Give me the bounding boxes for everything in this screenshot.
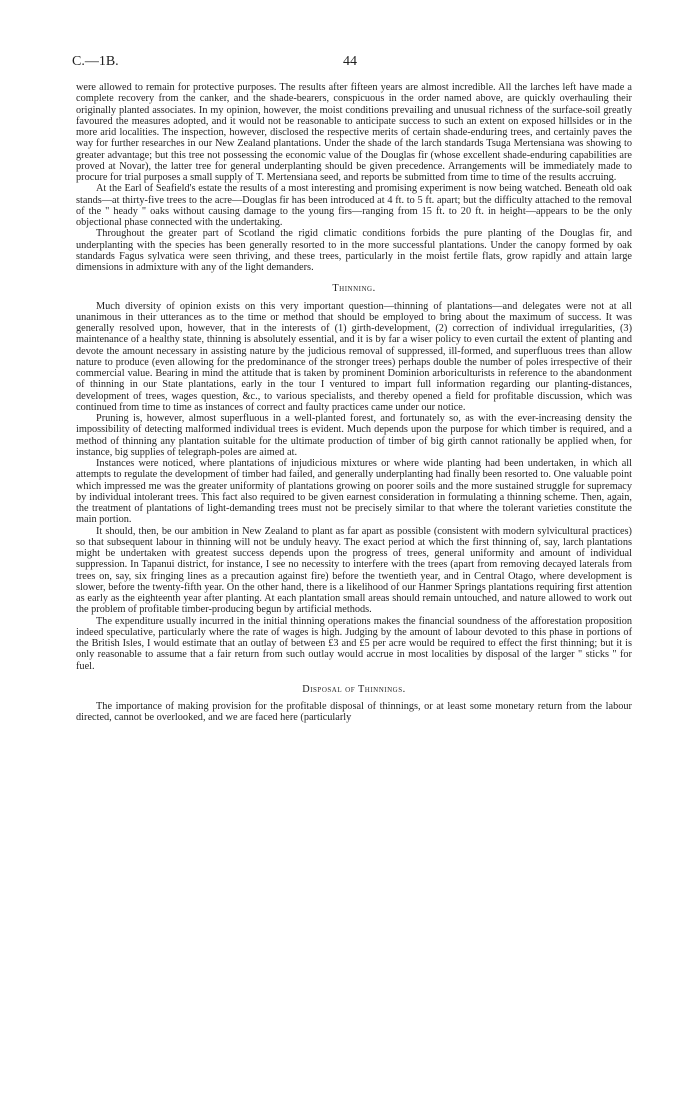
paragraph: It should, then, be our ambition in New Zealand to plant as far apart as possible (consistent with modern sylvicultural practices) so that subsequent labour in thinning will not be unduly heavy. The exact period at which the first thinning of, say, larch plantations might be undertaken with greatest success depends upon the progress of trees, general uniformity and amount of individual suppression. In Tapanui district, for instance, I see no necessity to interfere with the trees (apart from removing decayed laterals from trees on, say, six fringing lines as a precaution against fire) before the twentieth year, and in Central Otago, where development is slower, before the twenty-fifth year. On the other hand, there is a likelihood of our Hanmer Springs plantations requiring first attention as early as the eighteenth year after planting. At each plantation small areas should remain untouched, and nature allowed to work out the problem of profitable timber-producing begun by artificial methods.	[76, 525, 632, 616]
paragraph: At the Earl of Seafield's estate the results of a most interesting and promising experiment is now being watched. Beneath old oak stands—at thirty-five trees to the acre—Douglas fir has been introduced at 4 ft. to 5 ft. apart; but the difficulty attached to the removal of the " heady " oaks without causing damage to the young firs—ranging from 15 ft. to 20 ft. in height—appears to be the only objectional phase connected with the undertaking.	[76, 183, 632, 228]
report-reference: C.—1B.	[72, 54, 119, 69]
paragraph: The expenditure usually incurred in the initial thinning operations makes the financial soundness of the afforestation proposition indeed speculative, particularly where the rate of wages is high. Judging by the amount of labour devoted to this phase in portions of the British Isles, I would estimate that an outlay of between £3 and £5 per acre would be required to effect the first thinning; but it is only reasonable to assume that a fair return from such outlay would accrue in most localities by disposal of the larger " sticks " for fuel.	[76, 615, 632, 672]
paragraph: Much diversity of opinion exists on this very important question—thinning of plantations—and delegates were not at all unanimous in their utterances as to the time or method that should be employed to bring about the maximum of success. It was generally resolved upon, however, that in the interests of (1) girth-development, (2) correction of individual irregularities, (3) maintenance of a healthy state, thinning is absolutely essential, and it is by far a wiser policy to even curtail the extent of planting and devote the amount necessary in assisting nature by the judicious removal of suppressed, ill-formed, and superfluous trees than allow nature to produce (even allowing for the predominance of the stronger trees) perhaps double the number of poles irrespective of their commercial value. Bearing in mind the attitude that is taken by prominent Dominion arboriculturists in reference to the abandonment of thinning in our State plantations, early in the tour I ventured to impart full information regarding our planting-distances, development of trees, wages question, &c., to various specialists, and thereby opened a field for profitable discussion, which was continued from time to time as instances of correct and faulty practices came under our notice.	[76, 300, 632, 413]
body-text	[76, 82, 632, 724]
paragraph: The importance of making provision for the profitable disposal of thinnings, or at least some monetary return from the labour directed, cannot be overlooked, and we are faced here (particularly	[76, 701, 632, 724]
paragraph: were allowed to remain for protective purposes. The results after fifteen years are almost incredible. All the larches left have made a complete recovery from the canker, and the shade-bearers, conspicuous in the order named above, are quickly overhauling their originally planted associates. In my opinion, however, the moist conditions prevailing and unusual richness of the surface-soil greatly favoured the measures adopted, and it would not be reasonable to anticipate success to such an extent on exposed hillsides or in the more arid localities. The inspection, however, disclosed the respective merits of certain shade-enduring trees, and certainly paves the way for further researches in our New Zealand plantations. Under the shade of the larch standards Tsuga Mertensiana was showing to greater advantage; but this tree not possessing the economic value of the Douglas fir (whose excellent shade-enduring capabilities are proved at Novar), the latter tree for general underplanting should be given precedence. Arrangements will be immediately made to procure for trial purposes a small supply of T. Mertensiana seed, and reports be submitted from time to time of the results accruing.	[76, 82, 632, 183]
section-heading-disposal-of-thinnings: Disposal of Thinnings.	[302, 683, 406, 695]
paragraph: Throughout the greater part of Scotland the rigid climatic conditions forbids the pure planting of the Douglas fir, and underplanting with the species has been generally resorted to in the more successful plantations. Under the canopy formed by oak standards Fagus sylvatica were seen thriving, and these trees, particularly in the moist fertile flats, grow rapidly and attain large dimensions in admixture with any of the light demanders.	[76, 228, 632, 273]
page-number: 44	[343, 54, 357, 69]
paragraph: Pruning is, however, almost superfluous in a well-planted forest, and fortunately so, as with the ever-increasing density the impossibility of detecting malformed individual trees is evident. Much depends upon the purpose for which timber is required, and a method of thinning any plantation suitable for the ultimate production of timber of big girth cannot rationally be applied when, for instance, big supplies of telegraph-poles are aimed at.	[76, 413, 632, 458]
paragraph: Instances were noticed, where plantations of injudicious mixtures or where wide planting had been undertaken, in which all attempts to regulate the development of timber had failed, and generally underplanting had finally been resorted to. One valuable point which impressed me was the greater uniformity of plantations growing on poorer soils and the more sustained struggle for supremacy by individual intolerant trees. This fact also required to be given earnest consideration in formulating a thinning scheme. Then, again, the treatment of plantations of light-demanding trees must not be precisely similar to that where the tolerant varieties constitute the main portion.	[76, 458, 632, 526]
section-heading-thinning: Thinning.	[332, 283, 376, 295]
page-header	[72, 54, 628, 72]
